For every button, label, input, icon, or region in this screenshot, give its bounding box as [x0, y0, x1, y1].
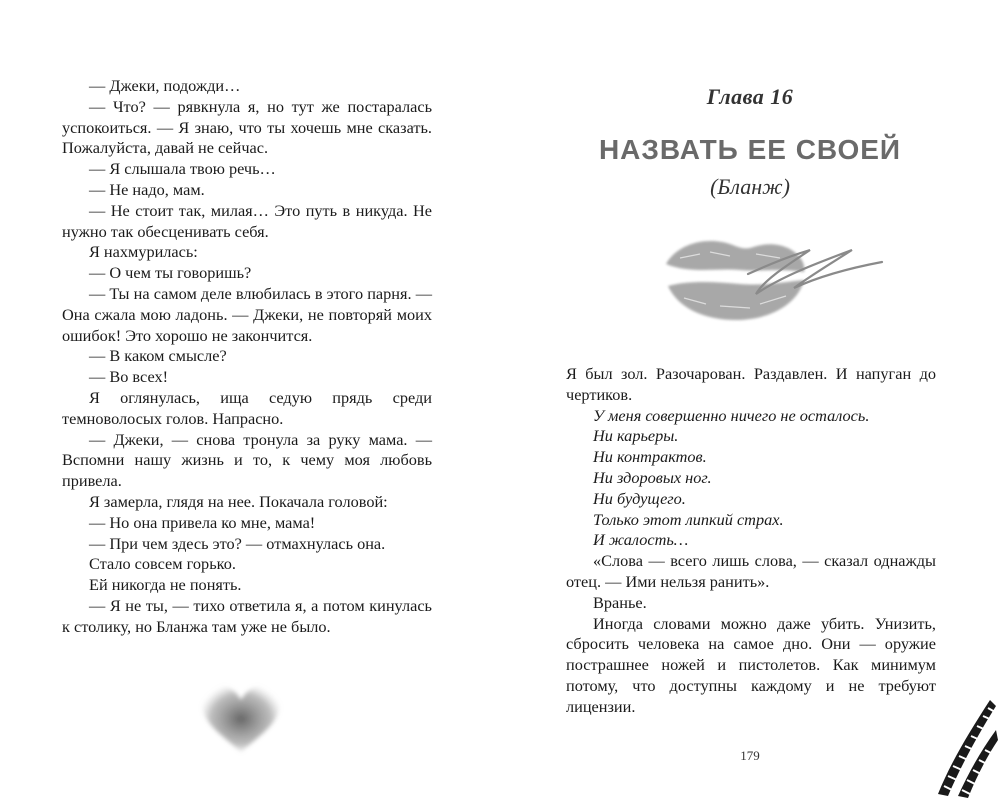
tire-track-icon	[932, 694, 998, 798]
paragraph: Ей никогда не понять.	[89, 575, 242, 595]
right-page-text	[566, 364, 936, 718]
paragraph: Ни здоровых ног.	[593, 467, 712, 487]
left-page-text	[62, 76, 432, 638]
paragraph: Я был зол. Разочарован. Раздавлен. И напуган до чертиков.	[566, 364, 936, 404]
chapter-subtitle: (Бланж)	[710, 174, 790, 199]
paragraph: — Но она привела ко мне, мама!	[89, 512, 316, 532]
paragraph: Вранье.	[593, 592, 647, 612]
paragraph: Ни контрактов.	[593, 447, 707, 467]
chapter-title: НАЗВАТЬ ЕЕ СВОЕЙ	[598, 134, 902, 165]
paragraph: — Что? — рявкнула я, но тут же постаралась успокоиться. — Я знаю, что ты хочешь мне сказать. Пожалуйста, давай не сейчас.	[62, 96, 432, 158]
paragraph: — Не надо, мам.	[89, 179, 205, 199]
paragraph: — При чем здесь это? — отмахнулась она.	[89, 533, 386, 553]
paragraph: — Джеки, — снова тронула за руку мама. — Вспомни нашу жизнь и то, к чему моя любовь привела.	[62, 429, 432, 491]
paragraph: Стало совсем горько.	[89, 554, 236, 574]
paragraph: — Я не ты, — тихо ответила я, а потом кинулась к столику, но Бланжа там уже не было.	[62, 595, 432, 636]
paragraph: Иногда словами можно даже убить. Унизить, сбросить человека на самое дно. Они — оружие пострашнее ножей и пистолетов. Как минимум потому, что доступны каждому и не требуют лицензии.	[566, 613, 936, 716]
paragraph: — Не стоит так, милая… Это путь в никуда. Не нужно так обесценивать себя.	[62, 200, 432, 241]
paragraph: И жалость…	[593, 530, 689, 550]
lipstick-kiss-icon	[660, 224, 890, 328]
paragraph: Я нахмурилась:	[89, 242, 198, 262]
paragraph: Ни карьеры.	[593, 426, 679, 446]
paragraph: — Джеки, подожди…	[89, 76, 241, 95]
paragraph: — Во всех!	[89, 367, 169, 387]
paragraph: Только этот липкий страх.	[593, 509, 784, 529]
chapter-label: Глава 16	[706, 84, 794, 109]
paragraph: «Слова — всего лишь слова, — сказал однажды отец. — Ими нельзя ранить».	[566, 551, 936, 591]
paragraph: — О чем ты говоришь?	[89, 263, 252, 283]
paragraph: — Я слышала твою речь…	[89, 159, 276, 179]
paragraph: Я оглянулась, ища седую прядь среди темноволосых голов. Напрасно.	[62, 387, 432, 428]
paragraph: — Ты на самом деле влюбилась в этого парня. — Она сжала мою ладонь. — Джеки, не повторяй моих ошибок! Это хорошо не закончится.	[62, 283, 432, 345]
paragraph: Я замерла, глядя на нее. Покачала головой:	[89, 491, 388, 511]
heart-icon	[196, 678, 286, 758]
paragraph: Ни будущего.	[593, 488, 686, 508]
right-page	[500, 0, 1000, 801]
paragraph: — В каком смысле?	[89, 346, 227, 366]
paragraph: У меня совершенно ничего не осталось.	[593, 405, 870, 425]
page-number: 179	[740, 748, 760, 763]
